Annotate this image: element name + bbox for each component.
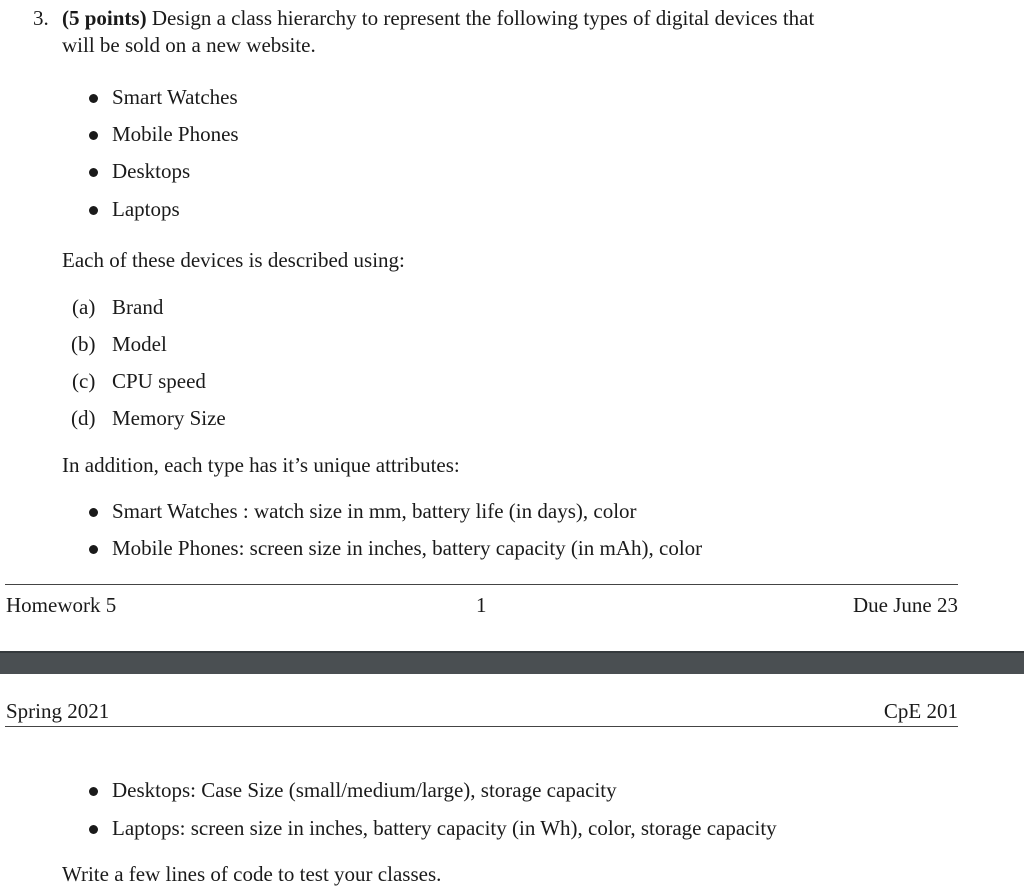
footer-right: Due June 23 [853,593,958,617]
bullet-icon [89,545,98,554]
header-divider [5,726,958,727]
question-prompt: Design a class hierarchy to represent the following types of digital devices that [151,6,815,30]
question-text-line-1 [62,6,814,31]
question-text-line-2: will be sold on a new website. [62,33,316,57]
list-item: Desktops [112,159,191,183]
bullet-icon [89,168,98,177]
list-item: Laptops: screen size in inches, battery capacity (in Wh), color, storage capacity [112,816,777,840]
list-item: Brand [112,295,164,319]
page-break [0,651,1024,674]
list-item: CPU speed [112,369,206,393]
bullet-icon [89,825,98,834]
list-label: (b) [71,332,96,356]
list-item: Mobile Phones: screen size in inches, battery capacity (in mAh), color [112,536,703,560]
bullet-icon [89,206,98,215]
list-label: (d) [71,406,96,430]
header-right: CpE 201 [883,699,958,723]
list-label: (a) [72,295,96,319]
list-item: Desktops: Case Size (small/medium/large), storage capacity [112,778,617,802]
bullet-icon [89,508,98,517]
page-number: 1 [476,593,487,617]
bullet-icon [89,787,98,796]
list-item: Memory Size [112,406,226,430]
footer-left: Homework 5 [6,593,117,617]
list-item: Smart Watches [112,85,238,109]
footer-divider [5,584,958,585]
closing-instruction: Write a few lines of code to test your classes. [62,862,442,886]
list-item: Model [112,332,167,356]
list-item: Mobile Phones [112,122,239,146]
bullet-icon [89,94,98,103]
list-item: Smart Watches : watch size in mm, battery life (in days), color [112,499,637,523]
unique-intro: In addition, each type has it’s unique attributes: [62,453,460,477]
list-label: (c) [72,369,96,393]
bullet-icon [89,131,98,140]
question-points: (5 points) [62,6,147,30]
list-item: Laptops [112,197,180,221]
question-number: 3. [33,6,49,30]
header-left: Spring 2021 [6,699,110,723]
described-intro: Each of these devices is described using: [62,248,405,272]
